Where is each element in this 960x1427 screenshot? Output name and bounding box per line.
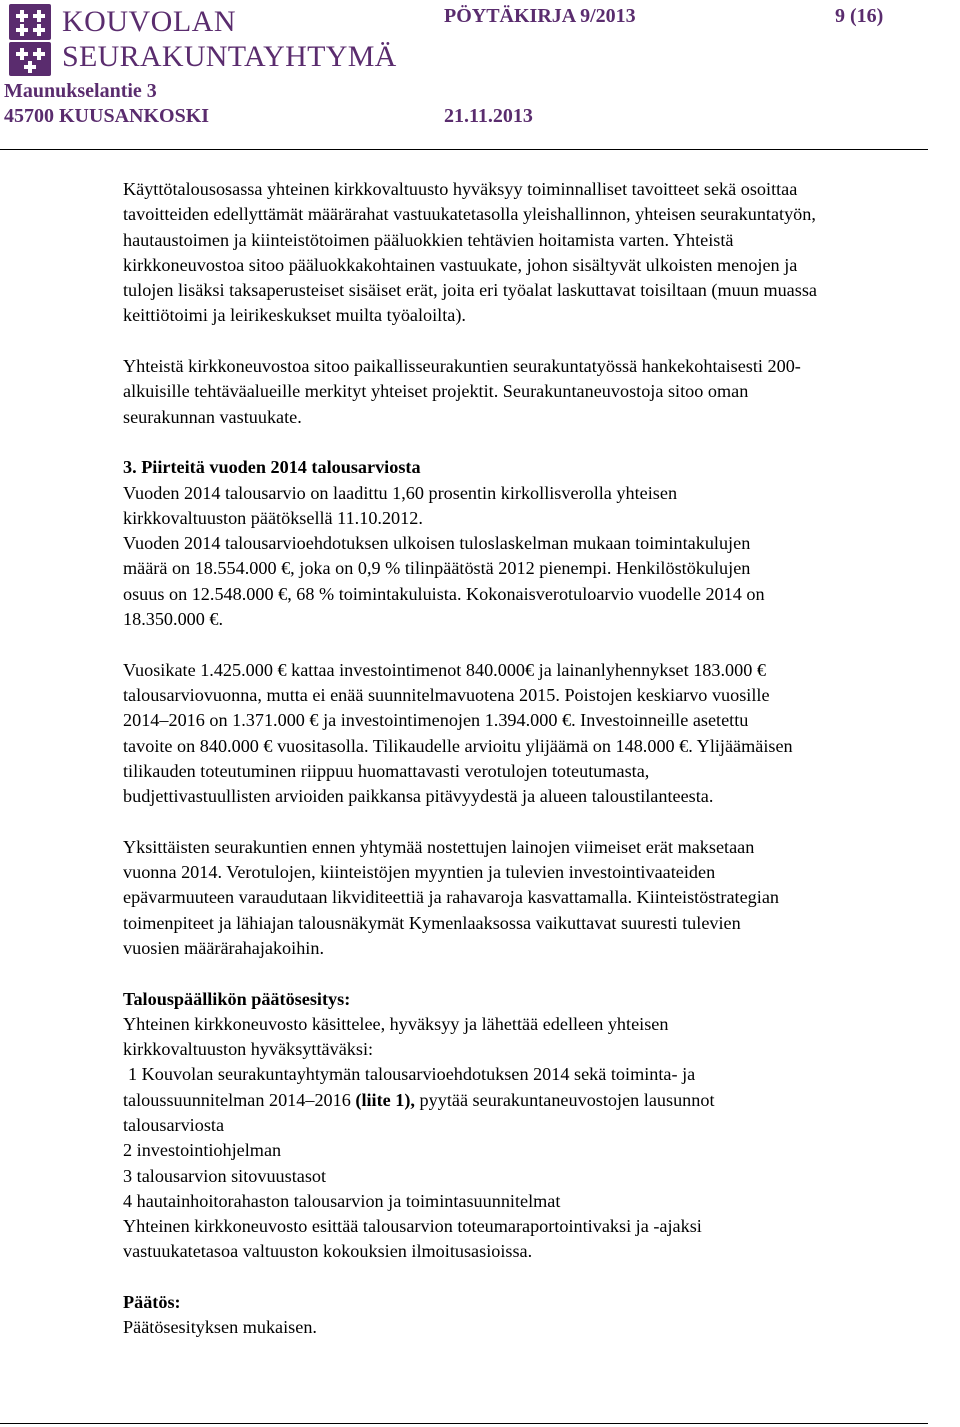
text-line: hautaustoimen ja kiinteistötoimen pääluokkien tehtävien hoitamista varten. Yhteistä xyxy=(123,229,734,250)
text-line: Yhteinen kirkkoneuvosto käsittelee, hyväksyy ja lähettää edelleen yhteisen xyxy=(123,1013,669,1034)
page-number: 9 (16) xyxy=(835,5,884,27)
paragraph-operating-budget xyxy=(123,177,960,329)
list-item: 4 hautainhoitorahaston talousarvion ja toimintasuunnitelmat xyxy=(123,1190,561,1211)
text-line: vuonna 2014. Verotulojen, kiinteistöjen myyntien ja tulevien investointivaateiden xyxy=(123,862,716,883)
list-item: 2 investointiohjelman xyxy=(123,1140,282,1161)
text-line: 2014–2016 on 1.371.000 € ja investointimenojen 1.394.000 €. Investoinneille asetettu xyxy=(123,710,749,731)
proposal-section xyxy=(123,1012,960,1265)
address-city: 45700 KUUSANKOSKI xyxy=(4,105,210,127)
text-line: tavoite on 840.000 € vuositasolla. Tilikaudelle arvioitu ylijäämä on 148.000 €. Ylijäämäisen xyxy=(123,735,793,756)
document-title: PÖYTÄKIRJA 9/2013 xyxy=(444,5,636,27)
attachment-reference: (liite 1), xyxy=(355,1089,415,1110)
list-item: 1 Kouvolan seurakuntayhtymän talousarvioehdotuksen 2014 sekä toiminta- ja xyxy=(128,1064,696,1085)
footer-divider xyxy=(0,1423,928,1424)
text-line: kirkkovaltuuston päätöksellä 11.10.2012. xyxy=(123,507,423,528)
text-line: vastuukatetasoa valtuuston kokouksien ilmoitusasioissa. xyxy=(123,1241,533,1262)
text-line: tulojen lisäksi taksaperusteiset sisäiset erät, joita eri työalat laskuttavat toisiltaan (muun muassa xyxy=(123,280,817,301)
paragraph-loans xyxy=(123,835,960,961)
cross-logo-icon xyxy=(5,4,55,76)
text-line: budjettivastuullisten arvioiden paikkansa pitävyydestä ja alueen taloustilanteesta. xyxy=(123,786,714,807)
text-line: Yhteinen kirkkoneuvosto esittää talousarvion toteumaraportointivaksi ja -ajaksi xyxy=(123,1216,702,1237)
text-line: osuus on 12.548.000 €, 68 % toimintakuluista. Kokonaisverotuloarvio vuodelle 2014 on xyxy=(123,583,765,604)
text-line: Vuosikate 1.425.000 € kattaa investointimenot 840.000€ ja lainanlyhennykset 183.000 € xyxy=(123,659,766,680)
list-item-continuation: talousarviosta xyxy=(123,1114,225,1135)
organization-name-line2: SEURAKUNTAYHTYMÄ xyxy=(62,40,397,73)
text-line: Yhteistä kirkkoneuvostoa sitoo paikallisseurakuntien seurakuntatyössä hankekohtaisesti 200- xyxy=(123,356,801,377)
proposal-heading: Talouspäällikön päätösesitys: xyxy=(123,988,351,1009)
decision-heading: Päätös: xyxy=(123,1292,181,1313)
address-street: Maunukselantie 3 xyxy=(4,80,157,102)
header-divider xyxy=(0,149,928,150)
text-line: keittiötoimi ja leirikeskukset muilta työaloilta). xyxy=(123,305,466,326)
document-date: 21.11.2013 xyxy=(444,105,533,127)
paragraph-projects xyxy=(123,354,960,430)
organization-name-line1: KOUVOLAN xyxy=(62,5,236,38)
list-item: 3 talousarvion sitovuustasot xyxy=(123,1165,327,1186)
text-line: epävarmuuteen varaudutaan likviditeettiä ja rahavaroja kasvattamalla. Kiinteistöstrategian xyxy=(123,887,779,908)
text-line: toimenpiteet ja lähiajan talousnäkymät Kymenlaaksossa vaikuttavat suuresti tulevien xyxy=(123,912,741,933)
text-line: Yksittäisten seurakuntien ennen yhtymää nostettujen lainojen viimeiset erät maksetaan xyxy=(123,836,755,857)
list-item-continuation: taloussuunnitelman 2014–2016 (liite 1), pyytää seurakuntaneuvostojen lausunnot xyxy=(123,1089,715,1110)
text-line: alkuisille tehtäväalueille merkityt yhteiset projektit. Seurakuntaneuvostoja sitoo oman xyxy=(123,381,749,402)
text-line: kirkkovaltuuston hyväksyttäväksi: xyxy=(123,1039,374,1060)
text-line: talousarviovuonna, mutta ei enää suunnitelmavuotena 2015. Poistojen keskiarvo vuosille xyxy=(123,684,770,705)
text-line: Vuoden 2014 talousarvioehdotuksen ulkoisen tuloslaskelman mukaan toimintakulujen xyxy=(123,533,751,554)
document-body xyxy=(123,177,960,1341)
paragraph-annual-margin xyxy=(123,658,960,810)
paragraph-budget-2014 xyxy=(123,481,960,633)
text-line: määrä on 18.554.000 €, joka on 0,9 % tilinpäätöstä 2012 pienempi. Henkilöstökulujen xyxy=(123,558,751,579)
text-line: tilikauden toteutuminen riippuu huomattavasti verotulojen toteutumasta, xyxy=(123,760,650,781)
text-line: Vuoden 2014 talousarvio on laadittu 1,60 prosentin kirkollisverolla yhteisen xyxy=(123,482,678,503)
text-line: kirkkoneuvostoa sitoo pääluokkakohtainen vastuukate, johon sisältyvät ulkoisten menojen ja xyxy=(123,254,798,275)
text-line: tavoitteiden edellyttämät määrärahat vastuukatetasolla yleishallinnon, yhteisen seurakuntatyön, xyxy=(123,204,816,225)
section-heading: 3. Piirteitä vuoden 2014 talousarviosta xyxy=(123,457,421,478)
text-line: seurakunnan vastuukate. xyxy=(123,406,302,427)
text-line: vuosien määrärahajakoihin. xyxy=(123,937,324,958)
page-header xyxy=(0,0,960,150)
text-line: Käyttötalousosassa yhteinen kirkkovaltuusto hyväksyy toiminnalliset tavoitteet sekä osoittaa xyxy=(123,179,798,199)
decision-text: Päätösesityksen mukaisen. xyxy=(123,1317,317,1338)
text-line: 18.350.000 €. xyxy=(123,609,224,630)
